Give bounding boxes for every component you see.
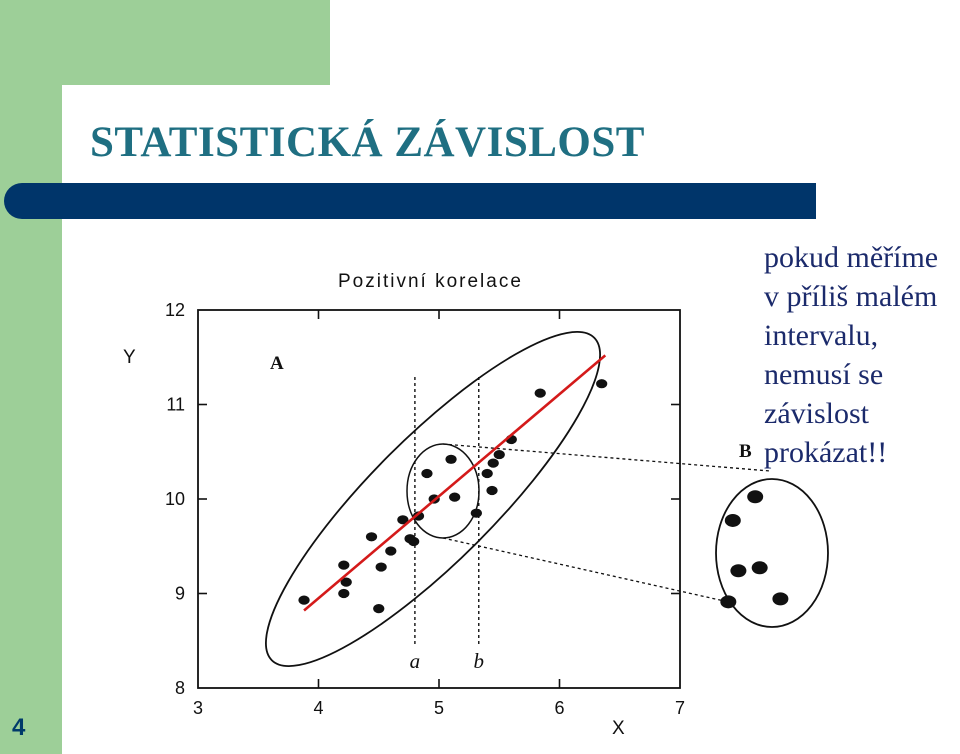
data-point	[449, 493, 460, 502]
x-tick-label: 7	[674, 698, 686, 718]
magnified-point	[730, 564, 746, 577]
note-line: závislost	[764, 397, 869, 430]
y-tick-label: 10	[164, 489, 185, 509]
data-point	[373, 604, 384, 613]
magnified-point	[725, 514, 741, 527]
magnify-guide-bottom	[443, 538, 760, 609]
data-point	[486, 486, 497, 495]
x-tick-label: 5	[433, 698, 445, 718]
data-point	[385, 546, 396, 555]
interval-markers	[410, 377, 484, 673]
x-tick-label: 4	[313, 698, 324, 718]
data-point	[338, 589, 349, 598]
y-tick-label: 8	[174, 678, 185, 698]
note-line: intervalu,	[764, 319, 879, 352]
x-axis-label: X	[612, 718, 625, 739]
data-point	[298, 596, 309, 605]
note-line: nemusí se	[764, 358, 884, 391]
magnified-point	[752, 561, 768, 574]
data-point	[482, 469, 493, 478]
data-point	[596, 379, 607, 388]
slide-number: 4	[12, 714, 26, 741]
slide-title: STATISTICKÁ ZÁVISLOST	[90, 119, 645, 166]
data-point	[494, 450, 505, 459]
region-label-b: B	[739, 441, 752, 462]
data-point	[408, 537, 419, 546]
interval-end-label: b	[473, 649, 485, 673]
data-point	[421, 469, 432, 478]
data-point	[488, 458, 499, 467]
data-point	[535, 389, 546, 398]
region-label-a: A	[270, 353, 284, 374]
trend-line	[304, 355, 605, 610]
x-tick-label: 6	[554, 698, 565, 718]
note-line: v příliš malém	[764, 280, 938, 313]
y-tick-label: 12	[164, 300, 185, 320]
scatter-points	[298, 379, 607, 613]
magnified-point	[747, 490, 763, 503]
magnified-point	[720, 595, 736, 608]
magnified-point	[772, 592, 788, 605]
interval-subset-ellipse	[407, 444, 479, 538]
diagram-title: Pozitivní korelace	[338, 271, 523, 292]
x-tick-label: 3	[192, 698, 204, 718]
data-point	[376, 562, 387, 571]
y-axis-label: Y	[123, 347, 136, 368]
note-line: prokázat!!	[764, 436, 888, 469]
data-point	[366, 532, 377, 541]
note-line: pokud měříme	[764, 241, 939, 274]
y-tick-label: 11	[166, 394, 185, 415]
y-tick-label: 9	[174, 583, 185, 604]
data-point	[445, 455, 456, 464]
data-point	[338, 561, 349, 570]
interval-start-label: a	[409, 649, 421, 673]
data-point	[471, 509, 482, 518]
